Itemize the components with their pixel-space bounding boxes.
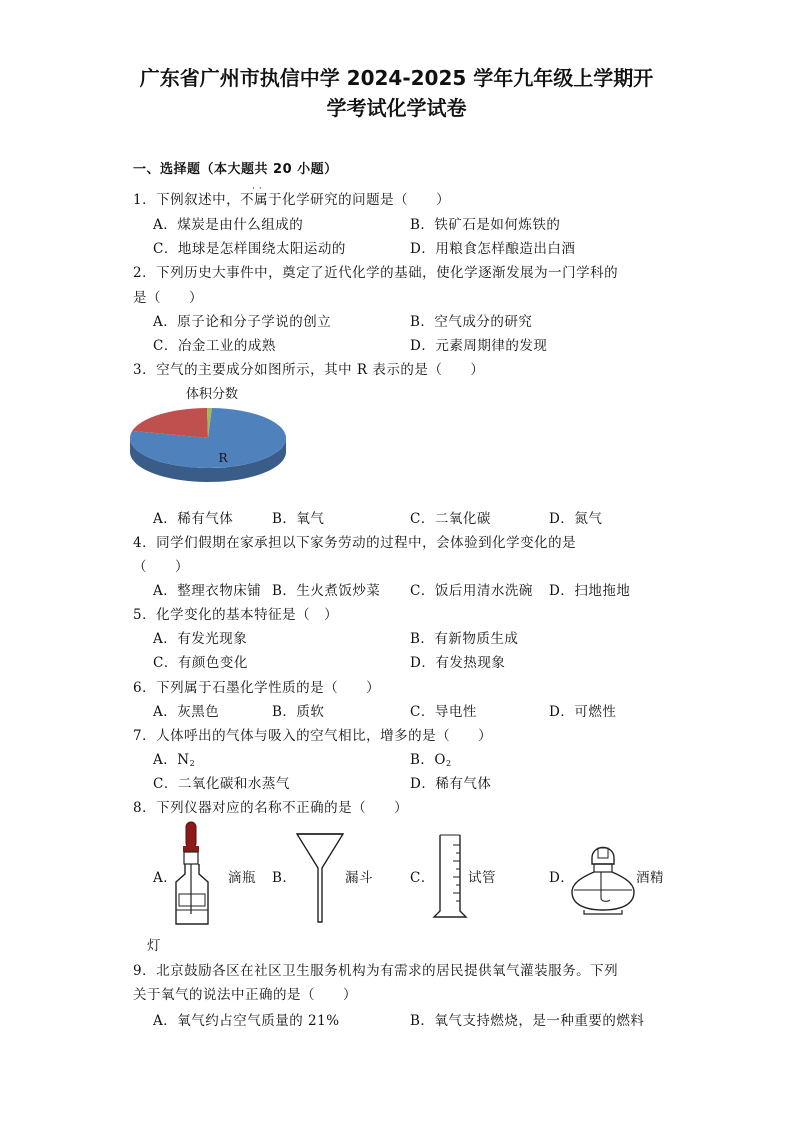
q4-stem-line1: 4．同学们假期在家承担以下家务劳动的过程中，会体验到化学变化的是 [133,535,577,551]
q9-option-a: A．氧气约占空气质量的 21% [153,1013,340,1029]
q3-option-a: A．稀有气体 [153,511,234,527]
q1-option-c: C．地球是怎样围绕太阳运动的 [153,241,346,257]
q7-option-d: D．稀有气体 [410,776,492,792]
q8-option-a-letter: A． [153,870,178,886]
q2-option-b: B．空气成分的研究 [410,314,533,330]
q7-option-c: C．二氧化碳和水蒸气 [153,776,290,792]
q5-option-c: C．有颜色变化 [153,655,248,671]
q6-option-b: B．质软 [272,704,325,720]
q5-option-d: D．有发热现象 [410,655,506,671]
q4-option-a: A．整理衣物床铺 [153,583,262,599]
dropper-bottle-icon [170,822,220,930]
q1-option-d: D．用粮食怎样酿造出白酒 [410,241,576,257]
document-title-line2: 学考试化学试卷 [326,96,467,120]
q3-stem: 3．空气的主要成分如图所示，其中 R 表示的是（ ） [133,362,485,378]
pie-slices [130,408,286,468]
q7-option-a [153,751,195,773]
q7-option-b [410,751,452,773]
q5-stem: 5．化学变化的基本特征是（ ） [133,607,339,623]
q6-stem: 6．下列属于石墨化学性质的是（ ） [133,680,381,696]
q5-option-a: A．有发光现象 [153,631,248,647]
q1-stem: 1．下例叙述中，不属于化学研究的问题是（ ） [133,192,451,208]
q9-stem-line1: 9．北京鼓励各区在社区卫生服务机构为有需求的居民提供氧气灌装服务。下列 [133,963,619,979]
q8-option-c-name: 试管 [468,870,496,886]
q3-option-b: B．氧气 [272,511,325,527]
q4-stem-line2: （ ） [133,559,189,575]
q6-option-c: C．导电性 [410,704,477,720]
q7-option-b-text: B．O [410,752,446,768]
air-composition-pie-chart [128,382,298,504]
q4-option-c: C．饭后用清水洗碗 [410,583,533,599]
q8-option-a-name: 滴瓶 [228,870,256,886]
q4-option-d: D．扫地拖地 [549,583,631,599]
document-title-line1: 广东省广州市执信中学 2024-2025 学年九年级上学期开 [139,66,654,90]
q2-stem-line2: 是（ ） [133,290,203,306]
q4-option-b: B．生火煮饭炒菜 [272,583,381,599]
q5-option-b: B．有新物质生成 [410,631,519,647]
q2-option-a: A．原子论和分子学说的创立 [153,314,332,330]
q9-option-b: B．氧气支持燃烧，是一种重要的燃料 [410,1013,645,1029]
q7-stem: 7．人体呼出的气体与吸入的空气相比，增多的是（ ） [133,728,493,744]
q8-option-b-name: 漏斗 [345,870,373,886]
q9-stem-line2: 关于氧气的说法中正确的是（ ） [133,987,357,1003]
slice-label-r: R [218,451,228,465]
q2-option-c: C．冶金工业的成熟 [153,338,276,354]
q3-option-d: D．氮气 [549,511,603,527]
q3-option-c: C．二氧化碳 [410,511,491,527]
funnel-icon [295,832,345,924]
alcohol-lamp-icon [570,838,636,916]
chart-title: 体积分数 [186,387,239,402]
graduated-cylinder-icon [432,833,468,919]
q6-option-a: A．灰黑色 [153,704,220,720]
q8-stem: 8．下列仪器对应的名称不正确的是（ ） [133,800,409,816]
q2-option-d: D．元素周期律的发现 [410,338,548,354]
q2-stem-line1: 2．下列历史大事件中，奠定了近代化学的基础，使化学逐渐发展为一门学科的 [133,265,619,281]
q1-option-a: A．煤炭是由什么组成的 [153,217,304,233]
q8-option-c-letter: C． [410,870,435,886]
q7-option-a-text: A．N [153,752,190,768]
q6-option-d: D．可燃性 [549,704,617,720]
section-heading: 一、选择题（本大题共 20 小题） [133,162,338,177]
q1-option-b: B．铁矿石是如何炼铁的 [410,217,561,233]
subscript: 2 [189,759,196,768]
emphasis-dots: ·· [252,184,266,194]
q8-option-d-letter: D． [549,870,575,886]
q8-option-d-name: 酒精 [636,870,664,886]
q8-option-b-letter: B． [272,870,297,886]
q8-option-d-name-cont: 灯 [147,938,161,954]
subscript: 2 [446,759,452,768]
